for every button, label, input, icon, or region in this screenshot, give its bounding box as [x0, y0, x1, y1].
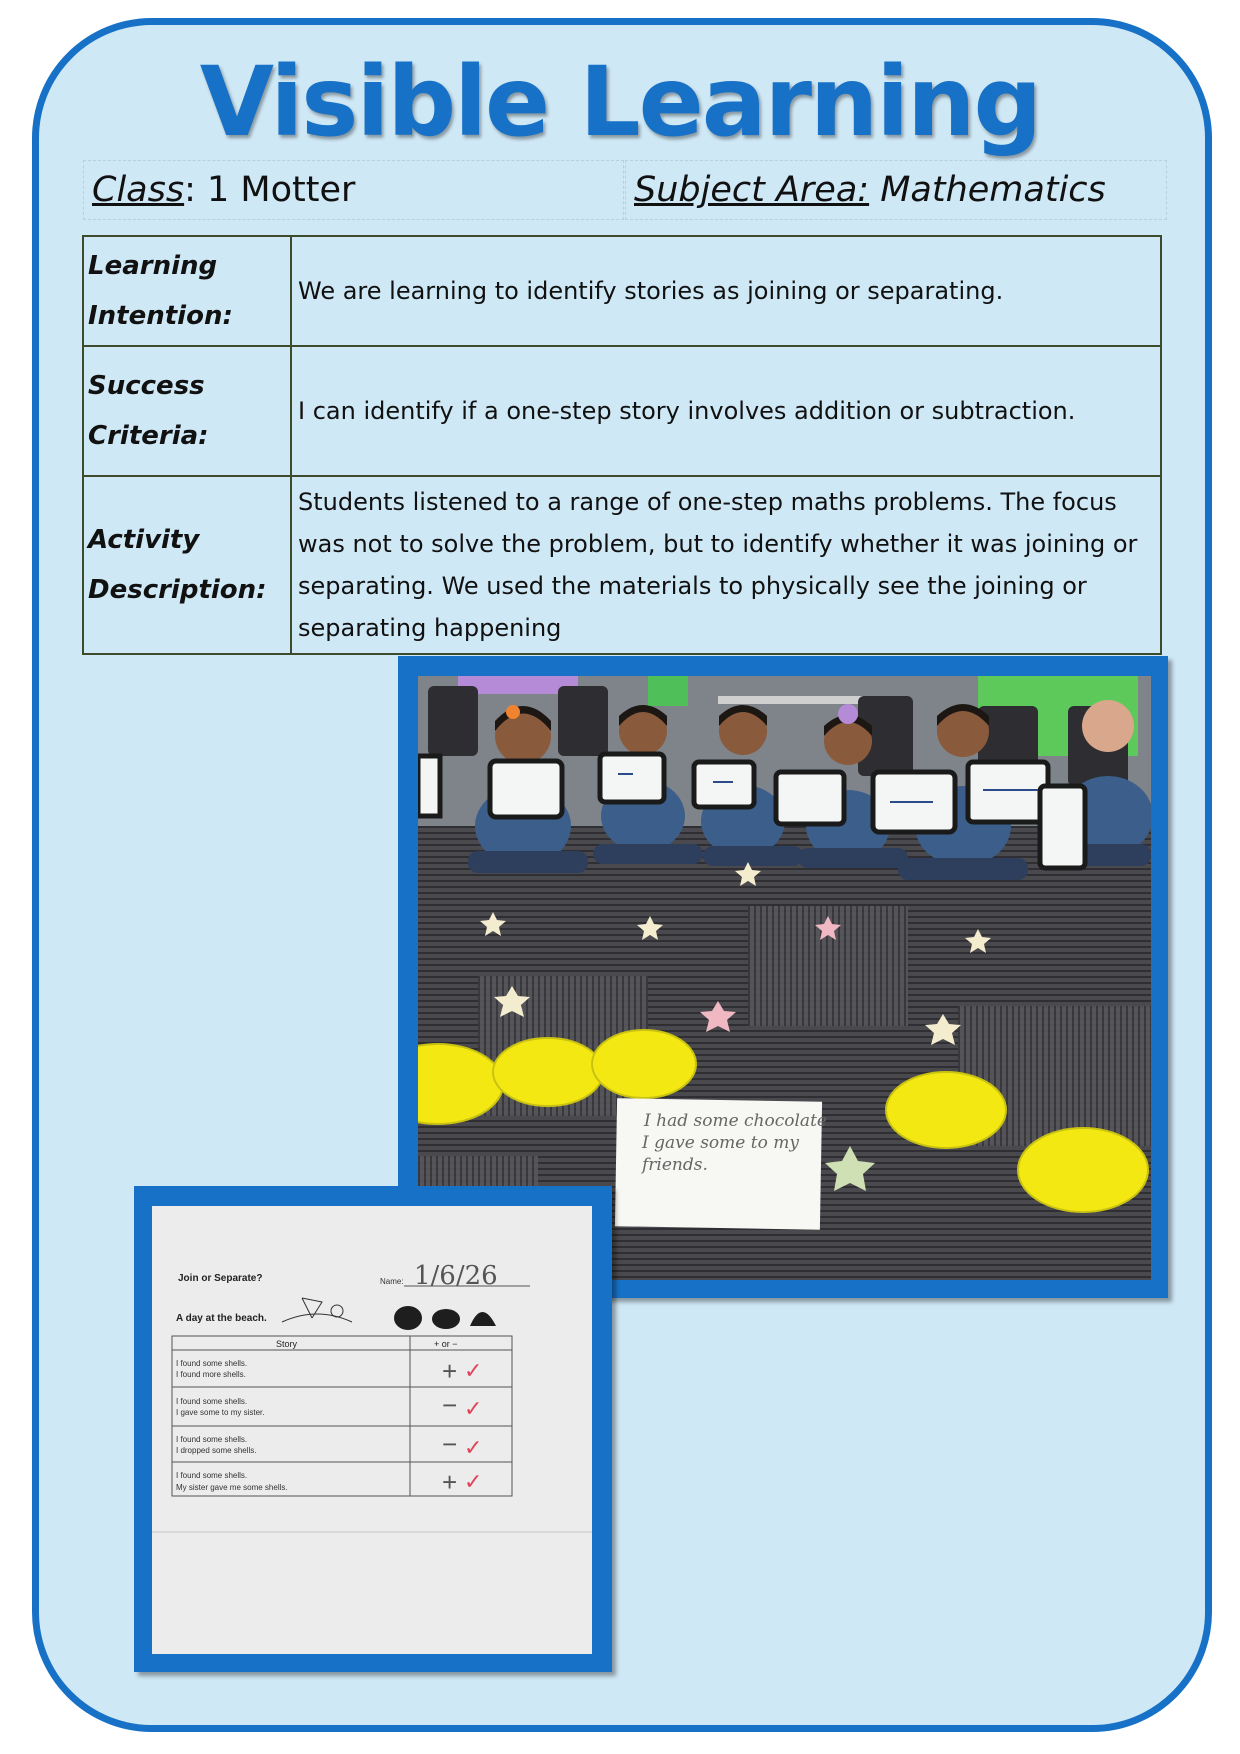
story-line: I found some shells.	[176, 1359, 248, 1368]
page-title: Visible Learning	[199, 46, 1041, 158]
subject-value: Mathematics	[880, 170, 1106, 210]
table-row	[83, 236, 1161, 346]
row-text: I can identify if a one-step story involves addition or subtraction.	[291, 346, 1161, 476]
label-line: Success	[88, 371, 205, 401]
label-line: Learning	[88, 251, 218, 281]
row-label	[83, 476, 291, 654]
class-colon: :	[184, 170, 208, 210]
col-sign: + or −	[434, 1339, 458, 1349]
row-text: We are learning to identify stories as joining or separating.	[291, 236, 1161, 346]
card-line-2: I gave some to my	[642, 1133, 799, 1153]
row-label	[83, 236, 291, 346]
card-line-1: I had some chocolate	[644, 1111, 827, 1131]
worksheet-name-value: 1/6/26	[414, 1261, 498, 1291]
story-answer: −	[442, 1390, 458, 1420]
label-line: Intention:	[88, 301, 233, 331]
label-line: Description:	[88, 575, 267, 605]
check-icon: ✓	[464, 1435, 483, 1460]
check-icon: ✓	[464, 1469, 483, 1494]
worksheet-heading: Join or Separate?	[178, 1273, 263, 1284]
subject-field	[625, 160, 1167, 220]
card-line-3: friends.	[642, 1155, 708, 1175]
check-icon: ✓	[464, 1396, 483, 1421]
worksheet-photo-frame	[134, 1186, 612, 1672]
subject-gap	[869, 170, 880, 210]
label-line: Criteria:	[88, 421, 209, 451]
class-field	[83, 160, 624, 220]
worksheet-photo	[152, 1206, 592, 1654]
class-label: Class	[92, 170, 185, 210]
lesson-info-table	[82, 235, 1162, 655]
story-answer: −	[442, 1429, 458, 1459]
story-line: I found some shells.	[176, 1435, 248, 1444]
story-line: I dropped some shells.	[176, 1446, 257, 1455]
story-line: I found some shells.	[176, 1471, 248, 1480]
table-row	[83, 346, 1161, 476]
story-line: My sister gave me some shells.	[176, 1483, 288, 1492]
class-value: 1 Motter	[207, 170, 356, 210]
story-answer: +	[442, 1356, 458, 1386]
story-line: I found some shells.	[176, 1397, 248, 1406]
worksheet-name-label: Name:	[380, 1277, 404, 1286]
check-icon: ✓	[464, 1358, 483, 1383]
table-row	[83, 476, 1161, 654]
story-line: I gave some to my sister.	[176, 1408, 265, 1417]
row-text: Students listened to a range of one-step maths problems. The focus was not to solve the problem, but to identify whether it was joining or separating. We used the materials to physically see the joining or separating happening	[291, 476, 1161, 654]
story-line: I found more shells.	[176, 1370, 246, 1379]
worksheet-subtitle: A day at the beach.	[176, 1313, 267, 1324]
story-answer: +	[442, 1467, 458, 1497]
subject-label: Subject Area:	[634, 170, 870, 210]
row-label	[83, 346, 291, 476]
col-story: Story	[276, 1339, 298, 1349]
label-line: Activity	[88, 525, 200, 555]
